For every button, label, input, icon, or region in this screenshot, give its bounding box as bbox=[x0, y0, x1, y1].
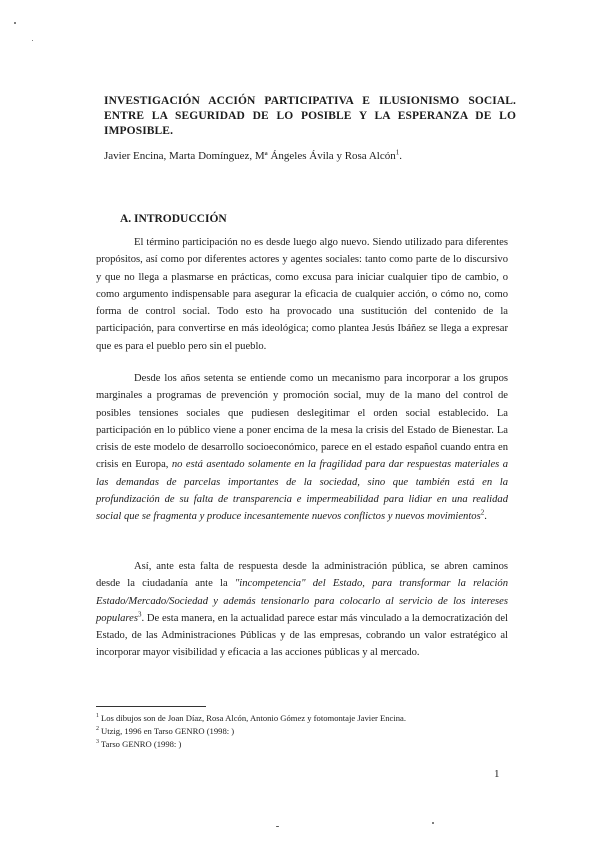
scan-speck bbox=[32, 40, 33, 41]
authors-line: Javier Encina, Marta Domínguez, Mª Ángeles Ávila y Rosa Alcón$^1$. bbox=[104, 148, 402, 162]
paragraph-3-plain-b: . De esta manera, en la actualidad parece estar más vinculado a la democratización del Estado, de las Administraciones Públicas y de las empresas, cobrando un valor estratégico al incorporar mayor visibilidad y eficacia a las acciones públicas y al mercado. bbox=[96, 612, 508, 659]
footnote-2 bbox=[96, 725, 508, 738]
footnote-1 bbox=[96, 712, 508, 725]
authors-names: Javier Encina, Marta Domínguez, Mª Ángeles Ávila y Rosa Alcón bbox=[104, 150, 396, 162]
footnote-separator bbox=[96, 706, 206, 707]
page-number: 1 bbox=[494, 768, 500, 780]
footnote-ref-2: 2 bbox=[480, 508, 485, 517]
footnote-text: Tarso GENRO (1998: ) bbox=[101, 739, 182, 749]
footnote-text: Los dibujos son de Joan Díaz, Rosa Alcón, Antonio Gómez y fotomontaje Javier Encina. bbox=[101, 713, 407, 723]
paragraph-3-plain-a: Así, ante esta falta de respuesta desde la administración pública, se abren caminos desde la ciudadanía ante la bbox=[96, 561, 508, 590]
footnote-ref-3: 3 bbox=[137, 610, 142, 619]
scan-speck bbox=[14, 22, 16, 24]
paragraph-3 bbox=[96, 558, 508, 662]
footnote-ref-1: 1 bbox=[395, 148, 400, 157]
section-heading: A. INTRODUCCIÓN bbox=[120, 213, 227, 225]
footnote-number: 3 bbox=[96, 739, 99, 746]
footnote-3 bbox=[96, 738, 508, 751]
footnote-text: Utzig, 1996 en Tarso GENRO (1998: ) bbox=[101, 726, 235, 736]
scan-speck bbox=[432, 822, 434, 824]
paragraph-2-italic: no está asentado solamente en la fragilidad para dar respuestas materiales a las demandas de parcelas importantes de la sociedad, sino que también está en la profundización de su falta de transparencia e impermeabilidad para lidiar en una realidad social que se fragmenta y produce incesantemente nuevos conflictos y nuevos movimientos bbox=[96, 459, 509, 523]
footnote-number: 1 bbox=[96, 713, 99, 720]
paragraph-2: Desde los años setenta se entiende como un mecanismo para incorporar a los grupos marginales a programas de prevención y promoción social, muy de la mano del control de posibles tensiones sociales que pudiesen deslegitimar el orden social establecido. La participación en lo público viene a poner encima de la mesa la crisis del Estado de Bienestar. La crisis de este modelo de desarrollo socioeconómico, parece en el estado español cuando entra en crisis en Europa, no está asentado solamente en la fragilidad para dar respuestas materiales a las demandas de parcelas importantes de la sociedad, sino que también está en la profundización de su falta de transparencia e impermeabilidad para lidiar en una realidad social que se fragmenta y produce incesantemente nuevos conflictos y nuevos movimientos$^2$. bbox=[96, 373, 509, 523]
footnotes-list bbox=[96, 712, 508, 751]
paragraph-3-italic: "incompetencia" del Estado, para transformar la relación Estado/Mercado/Sociedad y además tensionarlo para colocarlo al servicio de los intereses populares bbox=[96, 578, 508, 624]
document-title: INVESTIGACIÓN ACCIÓN PARTICIPATIVA E ILUSIONISMO SOCIAL. ENTRE LA SEGURIDAD DE LO POSIBLE Y LA ESPERANZA DE LO IMPOSIBLE. bbox=[104, 95, 516, 137]
scan-speck bbox=[276, 826, 279, 827]
footnote-number: 2 bbox=[96, 726, 99, 733]
paragraph-2-plain: Desde los años setenta se entiende como un mecanismo para incorporar a los grupos marginales a programas de prevención y promoción social, muy de la mano del control de posibles tensiones sociales que pudiesen deslegitimar el orden social establecido. La participación en lo público viene a poner encima de la mesa la crisis del Estado de Bienestar. La crisis de este modelo de desarrollo socioeconómico, parece en el estado español cuando entra en crisis en Europa, bbox=[96, 373, 508, 471]
paragraph-1: El término participación no es desde luego algo nuevo. Siendo utilizado para diferentes propósitos, así como por diferentes actores y agentes sociales: tanto como parte de lo discursivo y que no llega a plasmarse en prácticas, como excusa para iniciar cualquier tipo de cambio, o como argumento indispensable para asegurar la eficacia de cualquier acción, o cómo no, como forma de control social. Todo esto ha provocado una sustitución del contenido de la participación, para convertirse en más ideológica; como plantea Jesús Ibáñez se llega a expresar que es para el pueblo pero sin el pueblo. bbox=[96, 237, 508, 352]
